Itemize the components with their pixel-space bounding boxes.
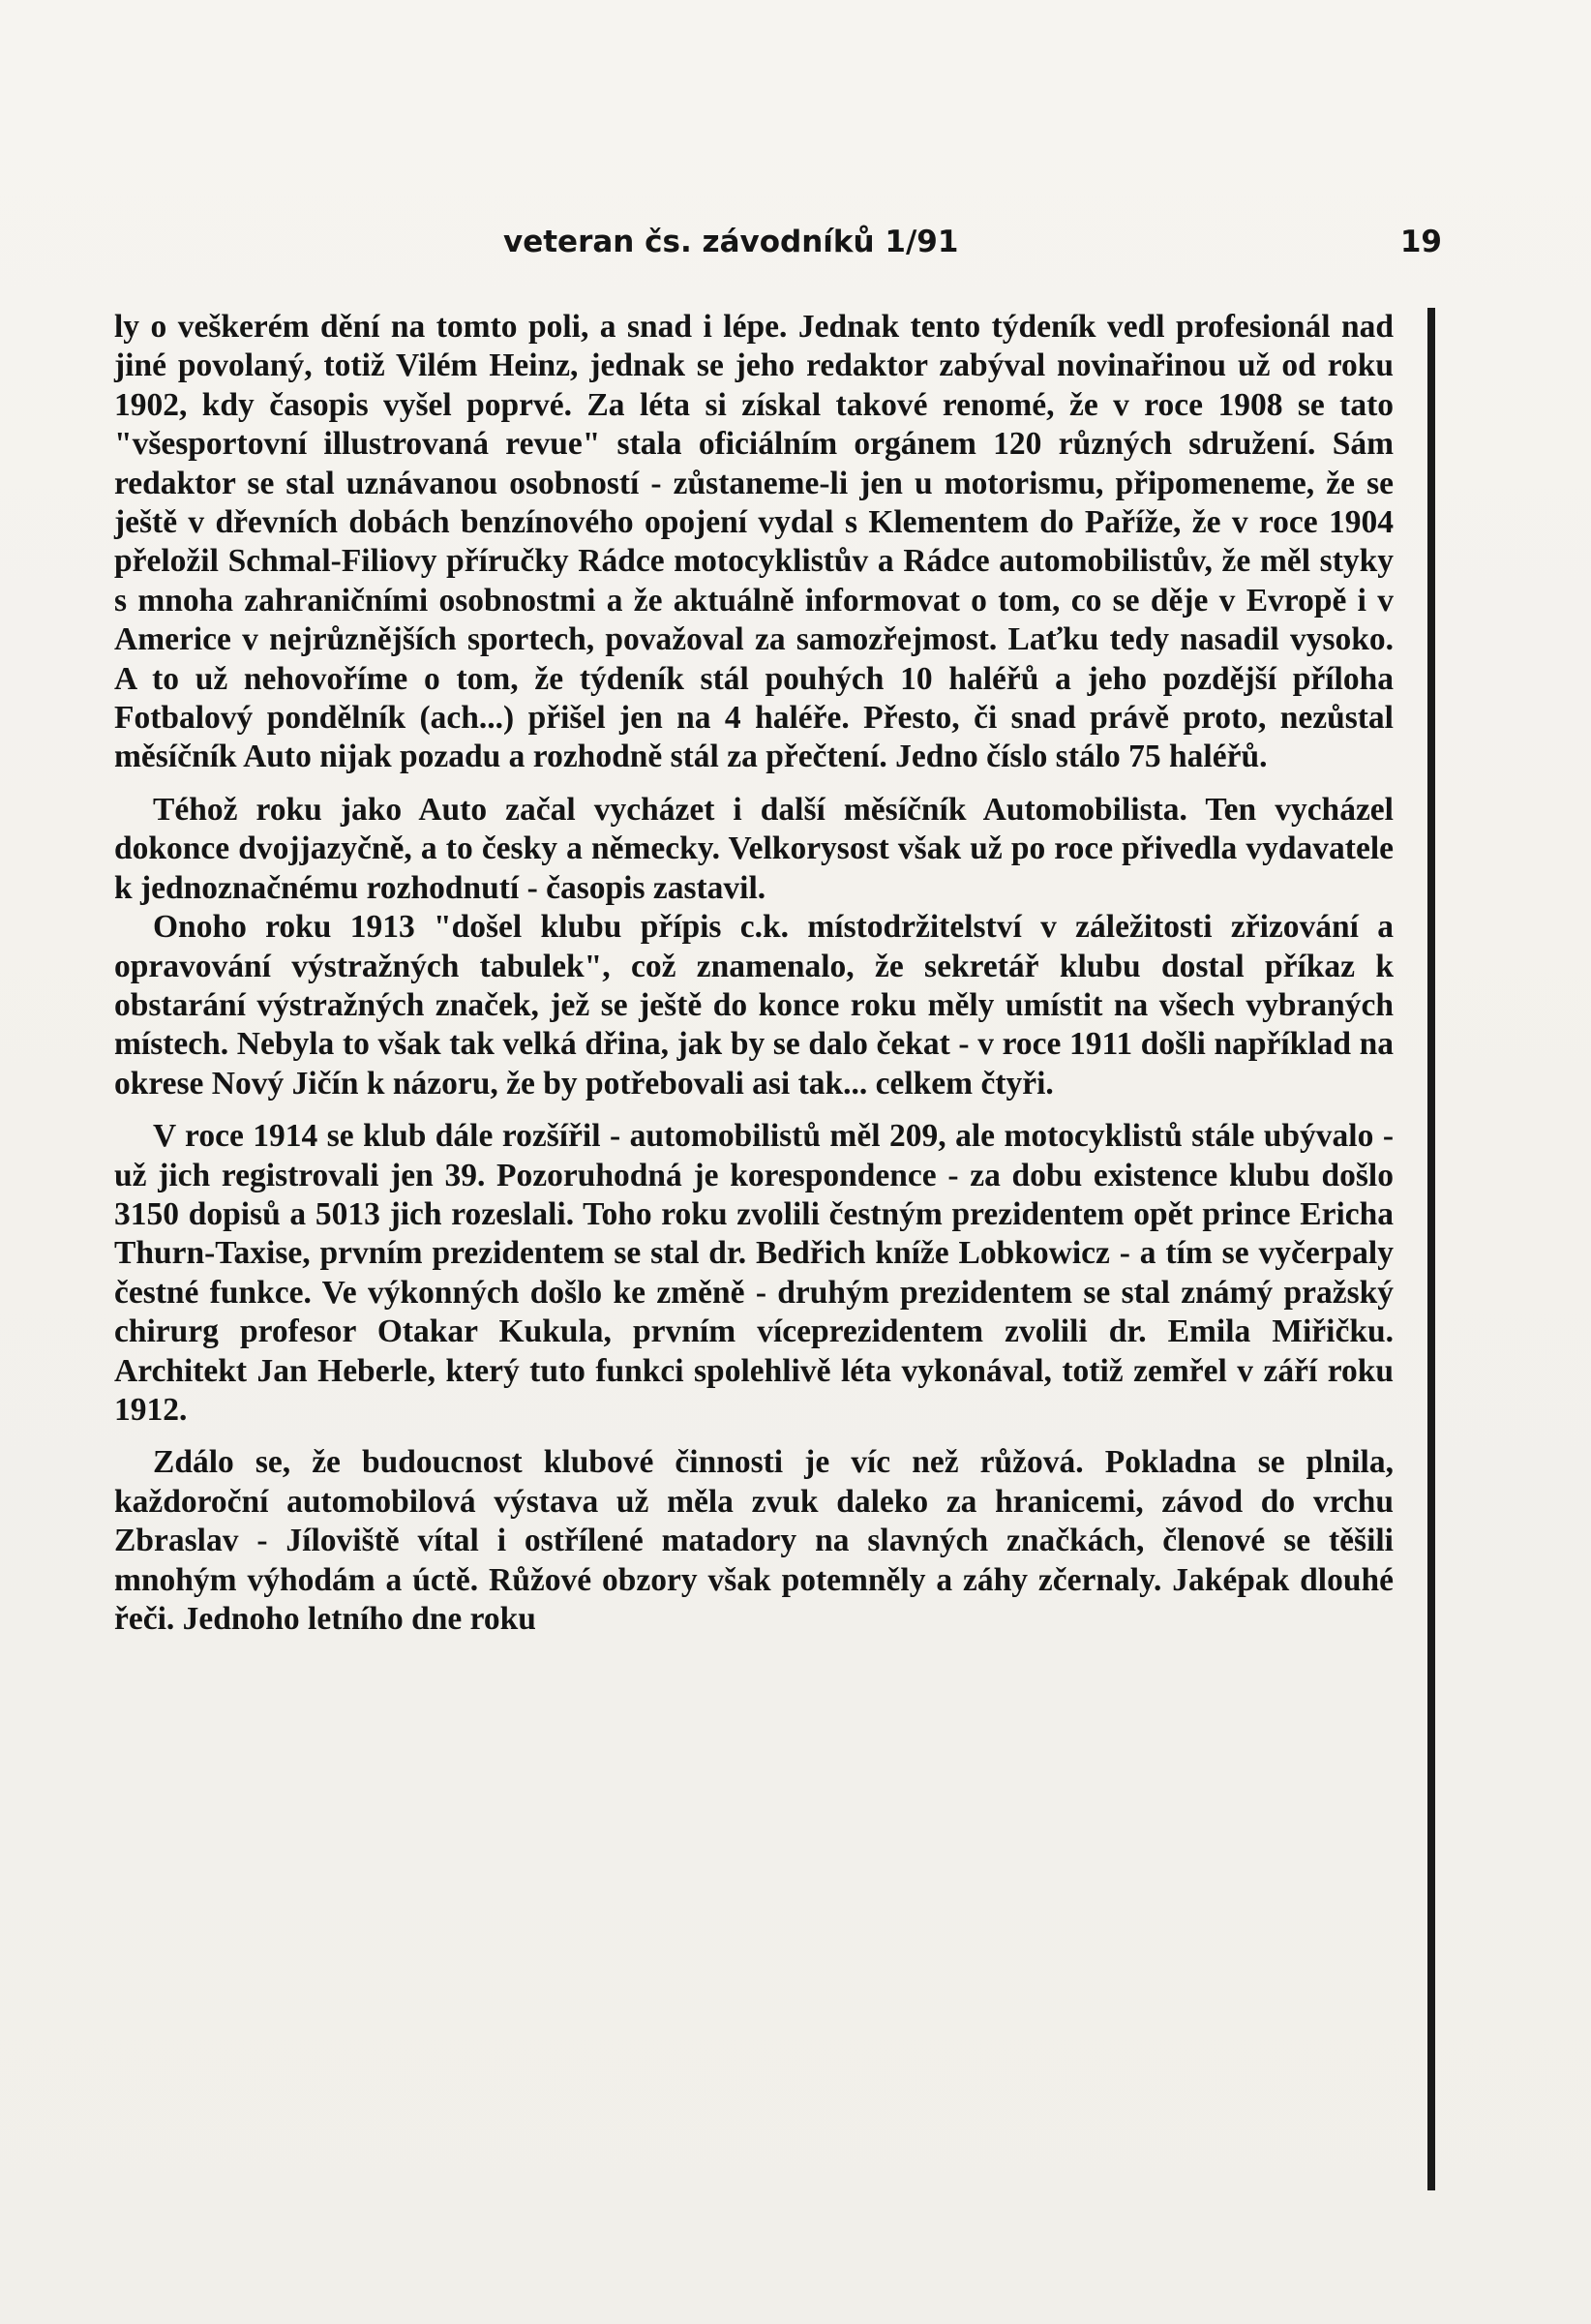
paragraph: V roce 1914 se klub dále rozšířil - automobilistů měl 209, ale motocyklistů stále ubývalo - už jich registrovali jen 39. Pozoruhodná je korespondence - za dobu existence klubu došlo 3150 dopisů a 5013 jich rozeslali. Toho roku zvolili čestným prezidentem opět prince Ericha Thurn-Taxise, prvním prezidentem se stal dr. Bedřich kníže Lobkowicz - a tím se vyčerpaly čestné funkce. Ve výkonných došlo ke změně - druhým prezidentem se stal známý pražský chirurg profesor Otakar Kukula, prvním víceprezidentem zvolili dr. Emila Miřičku. Architekt Jan Heberle, který tuto funkci spolehlivě léta vykonával, totiž zemřel v září roku 1912.	[114, 1118, 1394, 1428]
margin-rule	[1427, 308, 1435, 2190]
running-header	[114, 225, 1442, 271]
page-number: 19	[1399, 225, 1442, 259]
journal-title: veteran čs. závodníků 1/91	[503, 225, 959, 259]
paragraph: Zdálo se, že budoucnost klubové činnosti je víc než růžová. Pokladna se plnila, každoroční automobilová výstava už měla zvuk daleko za hranicemi, závod do vrchu Zbraslav - Jíloviště vítal i ostřílené matadory na slavných značkách, členové se těšili mnohým výhodám a úctě. Růžové obzory však potemněly a záhy zčernaly. Jaképak dlouhé řeči. Jednoho letního dne roku	[114, 1444, 1394, 1637]
paragraph: Téhož roku jako Auto začal vycházet i další měsíčník Automobilista. Ten vycházel dokonce dvojjazyčně, a to česky a německy. Velkorysost však už po roce přivedla vydavatele k jednoznačnému rozhodnutí - časopis zastavil.	[114, 791, 1394, 906]
paragraph: ly o veškerém dění na tomto poli, a snad i lépe. Jednak tento týdeník vedl profesionál nad jiné povolaný, totiž Vilém Heinz, jednak se jeho redaktor zabýval novinařinou už od roku 1902, kdy časopis vyšel poprvé. Za léta si získal takové renomé, že v roce 1908 se tato "všesportovní illustrovaná revue" stala oficiálním orgánem 120 různých sdružení. Sám redaktor se stal uznávanou osobností - zůstaneme-li jen u motorismu, připomeneme, že se ještě v dřevních dobách benzínového opojení vydal s Klementem do Paříže, že v roce 1904 přeložil Schmal-Filiovy příručky Rádce motocyklistův a Rádce automobilistův, že měl styky s mnoha zahraničními osobnostmi a že aktuálně informovat o tom, co se děje v Evropě i v Americe v nejrůznějších sportech, považoval za samozřejmost. Laťku tedy nasadil vysoko. A to už nehovoříme o tom, že týdeník stál pouhých 10 haléřů a jeho pozdější příloha Fotbalový pondělník (ach...) přišel jen na 4 haléře. Přesto, či snad právě proto, nezůstal měsíčník Auto nijak pozadu a rozhodně stál za přečtení. Jedno číslo stálo 75 haléřů.	[114, 309, 1394, 775]
article-body	[114, 308, 1394, 1639]
paragraph: Onoho roku 1913 "došel klubu přípis c.k. místodržitelství v záležitosti zřizování a opravování výstražných tabulek", což znamenalo, že sekretář klubu dostal příkaz k obstarání výstražných značek, jež se ještě do konce roku měly umístit na všech vybraných místech. Nebyla to však tak velká dřina, jak by se dalo čekat - v roce 1911 došli například na okrese Nový Jičín k názoru, že by potřebovali asi tak... celkem čtyři.	[114, 909, 1394, 1102]
